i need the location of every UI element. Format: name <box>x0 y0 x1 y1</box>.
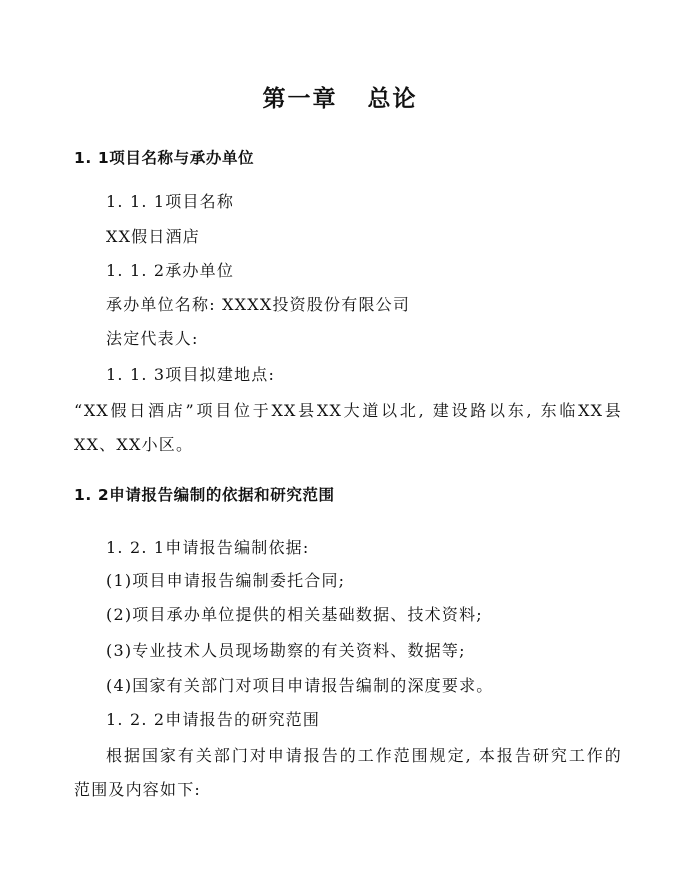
location-paragraph-line-2: XX、XX小区。 <box>74 435 194 454</box>
legal-representative: 法定代表人: <box>106 329 199 348</box>
basis-item-3: (3)专业技术人员现场勘察的有关资料、数据等; <box>106 641 466 660</box>
subsection-1-1-3: 1. 1. 3项目拟建地点: <box>106 365 276 384</box>
section-heading-1-2: 1. 2申请报告编制的依据和研究范围 <box>74 486 335 504</box>
scope-paragraph-line-1: 根据国家有关部门对申请报告的工作范围规定, 本报告研究工作的 <box>106 746 622 765</box>
location-paragraph-line-1: “XX假日酒店”项目位于XX县XX大道以北, 建设路以东, 东临XX县 <box>74 401 622 420</box>
subsection-1-2-2: 1. 2. 2申请报告的研究范围 <box>106 710 321 729</box>
scope-paragraph-line-2: 范围及内容如下: <box>74 780 201 799</box>
basis-item-4: (4)国家有关部门对项目申请报告编制的深度要求。 <box>106 676 494 695</box>
undertaker-name: 承办单位名称: XXXX投资股份有限公司 <box>106 295 411 314</box>
project-name: XX假日酒店 <box>106 227 200 246</box>
subsection-1-2-1: 1. 2. 1申请报告编制依据: <box>106 538 310 557</box>
basis-item-2: (2)项目承办单位提供的相关基础数据、技术资料; <box>106 605 483 624</box>
chapter-title: 第一章 总论 <box>262 86 418 112</box>
subsection-1-1-2: 1. 1. 2承办单位 <box>106 261 235 280</box>
subsection-1-1-1: 1. 1. 1项目名称 <box>106 192 235 211</box>
section-heading-1-1: 1. 1项目名称与承办单位 <box>74 149 255 167</box>
basis-item-1: (1)项目申请报告编制委托合同; <box>106 571 346 590</box>
